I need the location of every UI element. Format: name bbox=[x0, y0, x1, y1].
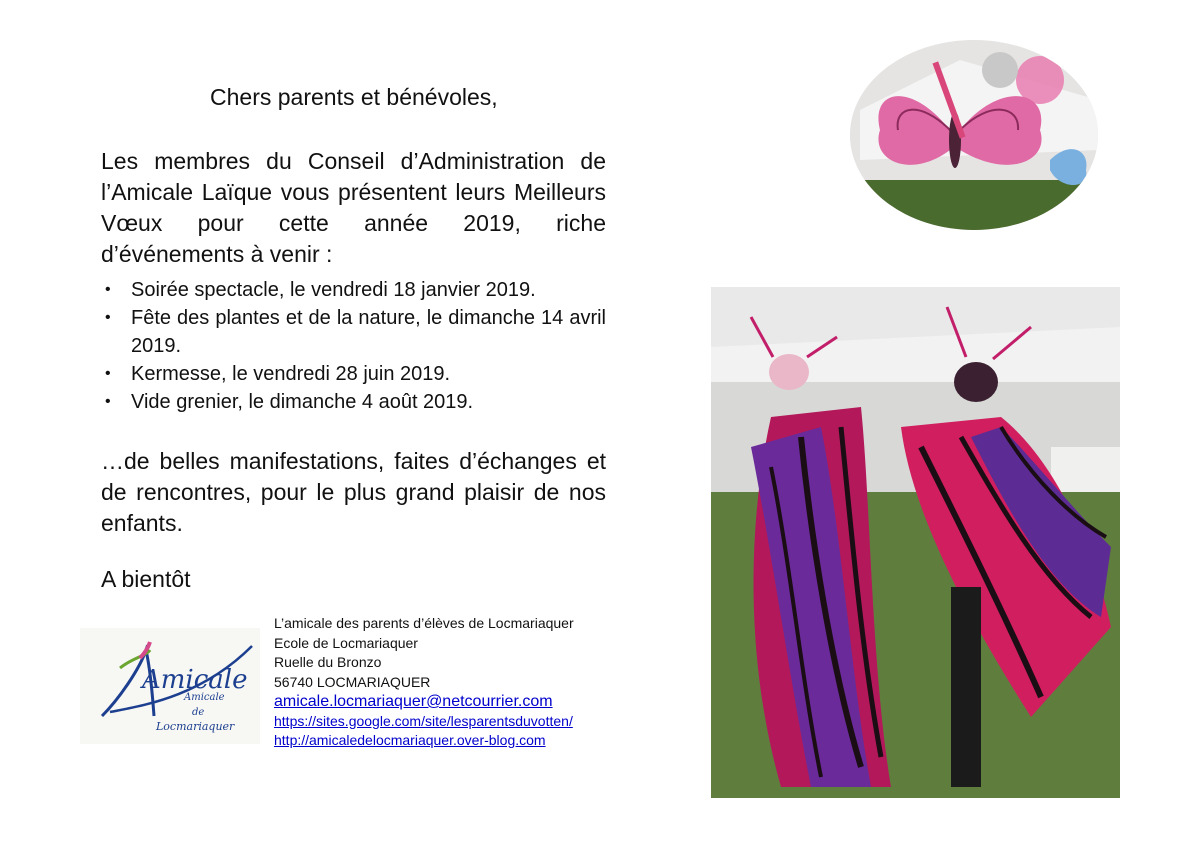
butterfly-photo-oval bbox=[850, 40, 1098, 230]
events-list bbox=[101, 276, 606, 416]
email-link[interactable]: amicale.locmariaquer@netcourrier.com bbox=[274, 693, 553, 710]
event-text: Vide grenier, le dimanche 4 août 2019. bbox=[131, 391, 474, 413]
list-item bbox=[101, 304, 606, 360]
amicale-logo bbox=[80, 628, 260, 744]
amicale-logo-graphic bbox=[80, 628, 260, 744]
letter-signoff: A bientôt bbox=[101, 566, 191, 592]
contact-block bbox=[274, 614, 574, 751]
butterfly-costumes-photo bbox=[711, 287, 1120, 798]
contact-street: Ruelle du Bronzo bbox=[274, 654, 382, 670]
logo-line3: Locmariaquer bbox=[156, 720, 235, 733]
bullet-icon: • bbox=[105, 309, 111, 326]
logo-line2: de bbox=[192, 707, 205, 718]
bullet-icon: • bbox=[105, 393, 111, 410]
list-item bbox=[101, 388, 606, 416]
list-item bbox=[101, 360, 606, 388]
letter-greeting: Chers parents et bénévoles, bbox=[210, 84, 498, 110]
letter-closing: …de belles manifestations, faites d’échanges et de rencontres, pour le plus grand plaisir de nos enfants. bbox=[101, 448, 606, 536]
site-link-google[interactable]: https://sites.google.com/site/lesparentsduvotten/ bbox=[274, 712, 573, 729]
logo-line1: Amicale bbox=[184, 692, 225, 703]
contact-school: Ecole de Locmariaquer bbox=[274, 634, 418, 651]
logo-word: Amicale bbox=[142, 665, 248, 695]
butterfly-costumes-illustration bbox=[711, 287, 1120, 798]
bullet-icon: • bbox=[105, 281, 111, 298]
event-text: Kermesse, le vendredi 28 juin 2019. bbox=[131, 363, 451, 385]
butterfly-decoration-illustration bbox=[850, 40, 1098, 230]
event-text: Fête des plantes et de la nature, le dimanche 14 avril 2019. bbox=[131, 307, 606, 357]
letter-body bbox=[101, 146, 606, 539]
bullet-icon: • bbox=[105, 365, 111, 382]
contact-org: L’amicale des parents d’élèves de Locmariaquer bbox=[274, 615, 574, 631]
site-link-blog[interactable]: http://amicaledelocmariaquer.over-blog.com bbox=[274, 732, 546, 748]
list-item bbox=[101, 276, 606, 304]
contact-city: 56740 LOCMARIAQUER bbox=[274, 673, 431, 690]
event-text: Soirée spectacle, le vendredi 18 janvier 2019. bbox=[131, 279, 536, 301]
letter-intro: Les membres du Conseil d’Administration de l’Amicale Laïque vous présentent leurs Meilleurs Vœux pour cette année 2019, riche d’événements à venir : bbox=[101, 148, 606, 267]
